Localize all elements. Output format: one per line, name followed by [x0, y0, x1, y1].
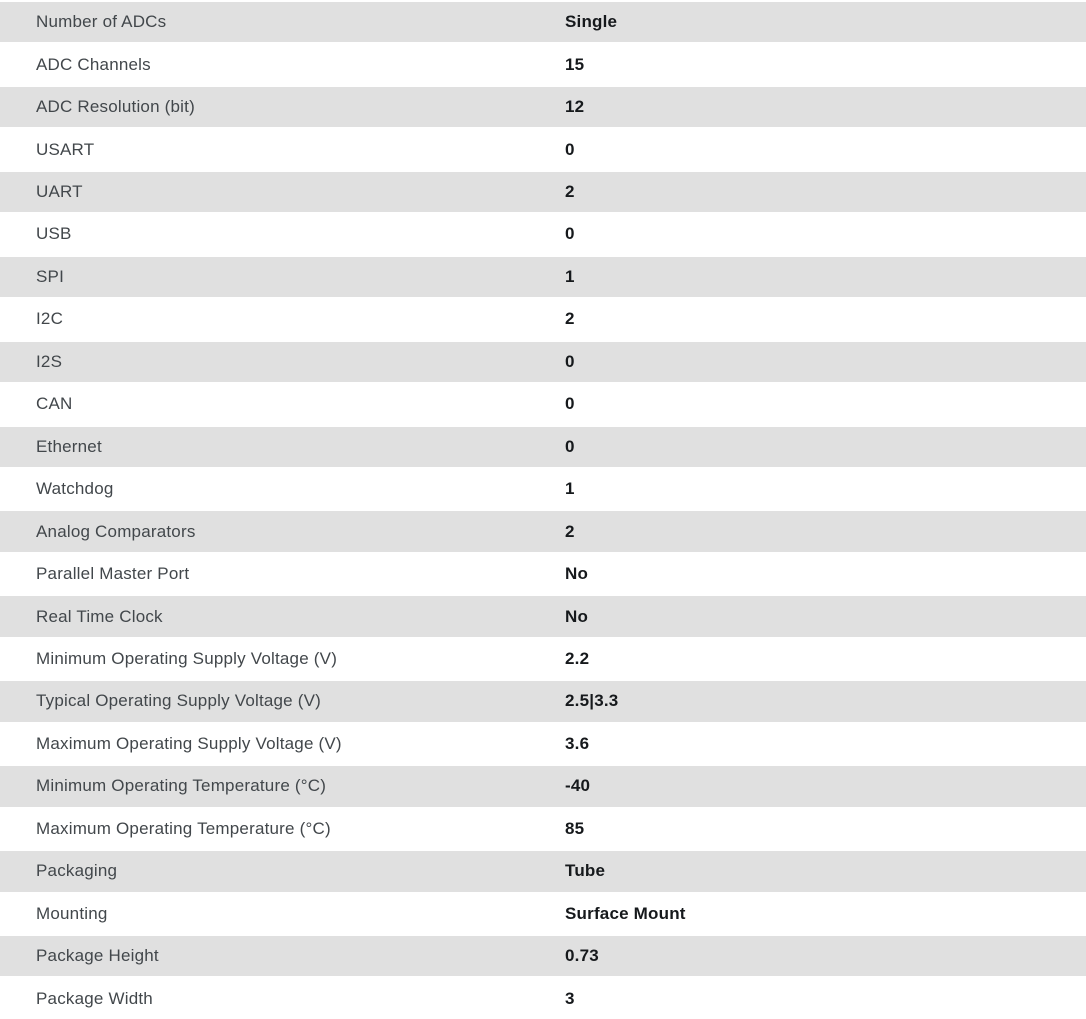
spec-label: Mounting	[36, 903, 108, 923]
table-row	[0, 425, 1086, 469]
spec-value: 85	[565, 818, 585, 838]
spec-value: Tube	[565, 861, 606, 881]
spec-label: Minimum Operating Supply Voltage (V)	[36, 649, 338, 669]
spec-label: Packaging	[36, 861, 118, 881]
spec-label: Package Width	[36, 988, 153, 1008]
spec-label: Typical Operating Supply Voltage (V)	[36, 691, 322, 711]
spec-value: 0	[565, 224, 575, 244]
table-row	[0, 978, 1086, 1018]
spec-value: 2.2	[565, 649, 590, 669]
table-row	[0, 340, 1086, 384]
table-row	[0, 299, 1086, 339]
table-row	[0, 849, 1086, 893]
spec-value: 0	[565, 351, 575, 371]
spec-value: 12	[565, 97, 585, 117]
spec-value: 3.6	[565, 733, 590, 753]
spec-value: 0	[565, 139, 575, 159]
spec-label: ADC Resolution (bit)	[36, 97, 195, 117]
spec-label: Maximum Operating Temperature (°C)	[36, 818, 331, 838]
spec-value: 2	[565, 309, 575, 329]
spec-label: Watchdog	[36, 479, 114, 499]
spec-value: Surface Mount	[565, 903, 686, 923]
spec-value: 0	[565, 436, 575, 456]
table-row	[0, 809, 1086, 849]
table-row	[0, 679, 1086, 723]
spec-label: Package Height	[36, 946, 159, 966]
spec-value: 2	[565, 521, 575, 541]
table-row	[0, 255, 1086, 299]
table-row	[0, 384, 1086, 424]
spec-value: 2	[565, 182, 575, 202]
spec-label: CAN	[36, 394, 73, 414]
spec-label: Analog Comparators	[36, 521, 196, 541]
table-row	[0, 894, 1086, 934]
spec-label: Maximum Operating Supply Voltage (V)	[36, 733, 342, 753]
spec-value: 1	[565, 266, 575, 286]
spec-label: UART	[36, 182, 83, 202]
table-row	[0, 85, 1086, 129]
table-row	[0, 724, 1086, 764]
spec-label: Real Time Clock	[36, 606, 163, 626]
table-row	[0, 129, 1086, 169]
spec-label: Parallel Master Port	[36, 564, 190, 584]
spec-value: 2.5|3.3	[565, 691, 619, 711]
spec-value: 1	[565, 479, 575, 499]
spec-label: I2C	[36, 309, 64, 329]
table-row	[0, 214, 1086, 254]
spec-value: Single	[565, 12, 618, 32]
spec-label: USART	[36, 139, 95, 159]
spec-value: No	[565, 564, 589, 584]
spec-value: 0	[565, 394, 575, 414]
spec-label: SPI	[36, 266, 65, 286]
table-row	[0, 594, 1086, 638]
table-row	[0, 509, 1086, 553]
spec-value: No	[565, 606, 589, 626]
spec-label: USB	[36, 224, 72, 244]
spec-value: 3	[565, 988, 575, 1008]
spec-value: -40	[565, 776, 591, 796]
spec-label: Number of ADCs	[36, 12, 167, 32]
spec-label: I2S	[36, 351, 63, 371]
spec-label: Ethernet	[36, 436, 102, 456]
spec-label: Minimum Operating Temperature (°C)	[36, 776, 327, 796]
table-row	[0, 44, 1086, 84]
spec-label: ADC Channels	[36, 54, 151, 74]
table-row	[0, 764, 1086, 808]
table-row	[0, 639, 1086, 679]
table-row	[0, 934, 1086, 978]
table-row	[0, 0, 1086, 44]
table-row	[0, 469, 1086, 509]
spec-value: 0.73	[565, 946, 599, 966]
spec-value: 15	[565, 54, 585, 74]
table-row	[0, 554, 1086, 594]
table-row	[0, 170, 1086, 214]
